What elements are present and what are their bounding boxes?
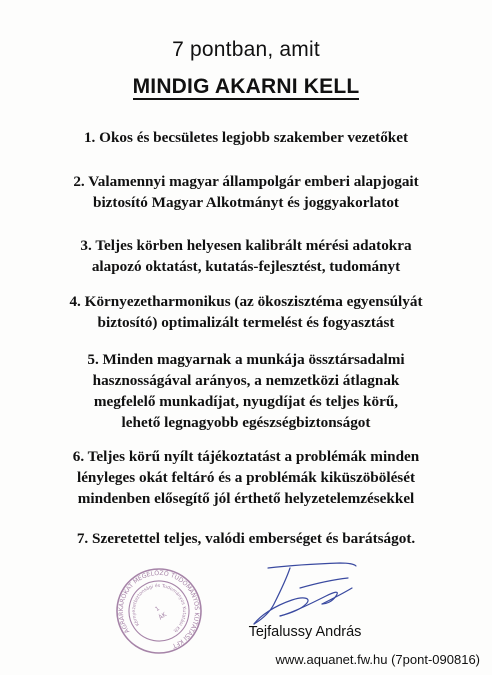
list-item-line: biztosító) optimalizált termelést és fogyasztást (97, 314, 395, 331)
stamp-inner-text: Környezetbiztonsági és Tudományos Kutatási Kft (131, 583, 187, 633)
list-item-line: 1. Okos és becsületes legjobb szakember vezetőket (83, 129, 409, 146)
title-line-2 (0, 75, 492, 99)
list-item-3 (20, 235, 472, 277)
list-item-4 (20, 291, 472, 333)
list-item-line: lényleges okát feltáró és a problémák kiküszöbölését (76, 469, 416, 486)
list-item-line: 4. Környezetharmonikus (az ökoszisztéma egyensúlyát (69, 293, 423, 310)
list-item-2 (20, 171, 472, 213)
list-item-line: 2. Valamennyi magyar állampolgár emberi alapjogait (73, 173, 419, 190)
list-item-line: lehető legnagyobb egészségbiztonságot (121, 414, 371, 431)
list-item-6 (20, 446, 472, 509)
list-item-5 (20, 349, 472, 433)
list-item-line: hasznosságával arányos, a nemzetközi átlagnak (92, 372, 400, 389)
list-item-line: 6. Teljes körű nyílt tájékoztatást a problémák minden (72, 448, 420, 465)
list-item-line: 7. Szeretettel teljes, valódi emberséget és barátságot. (76, 530, 416, 547)
list-item-line: 5. Minden magyarnak a munkája össztársadalmi (87, 351, 405, 368)
list-item-line: alapozó oktatást, kutatás-fejlesztést, tudományt (91, 258, 401, 275)
list-item-line: mindenben elősegítő jól érthető helyzetelemzésekkel (77, 490, 415, 507)
footer-url: www.aquanet.fw.hu (7pont-090816) (275, 652, 480, 667)
stamp-outer-text: AGRÁRKÁROKAT MEGELŐZŐ TUDOMÁNYOS KUTATÁSI KFT (117, 569, 201, 650)
list-item-1 (20, 127, 472, 148)
title-main-underlined: MINDIG AKARNI KELL (132, 75, 360, 98)
list-item-line: 3. Teljes körben helyesen kalibrált mérési adatokra (80, 237, 412, 254)
svg-text:1: 1 (153, 605, 162, 613)
list-item-line: megfelelő munkadíjat, nyugdíjat és teljes körű, (93, 393, 399, 410)
signer-name: Tejfalussy András (248, 624, 362, 640)
svg-text:ÁK: ÁK (157, 611, 169, 622)
title-line-1: 7 pontban, amit (172, 38, 320, 61)
list-item-line: biztosító Magyar Alkotmányt és joggyakorlatot (93, 194, 399, 211)
list-item-7 (20, 528, 472, 549)
stamp-seal-icon (114, 566, 204, 656)
